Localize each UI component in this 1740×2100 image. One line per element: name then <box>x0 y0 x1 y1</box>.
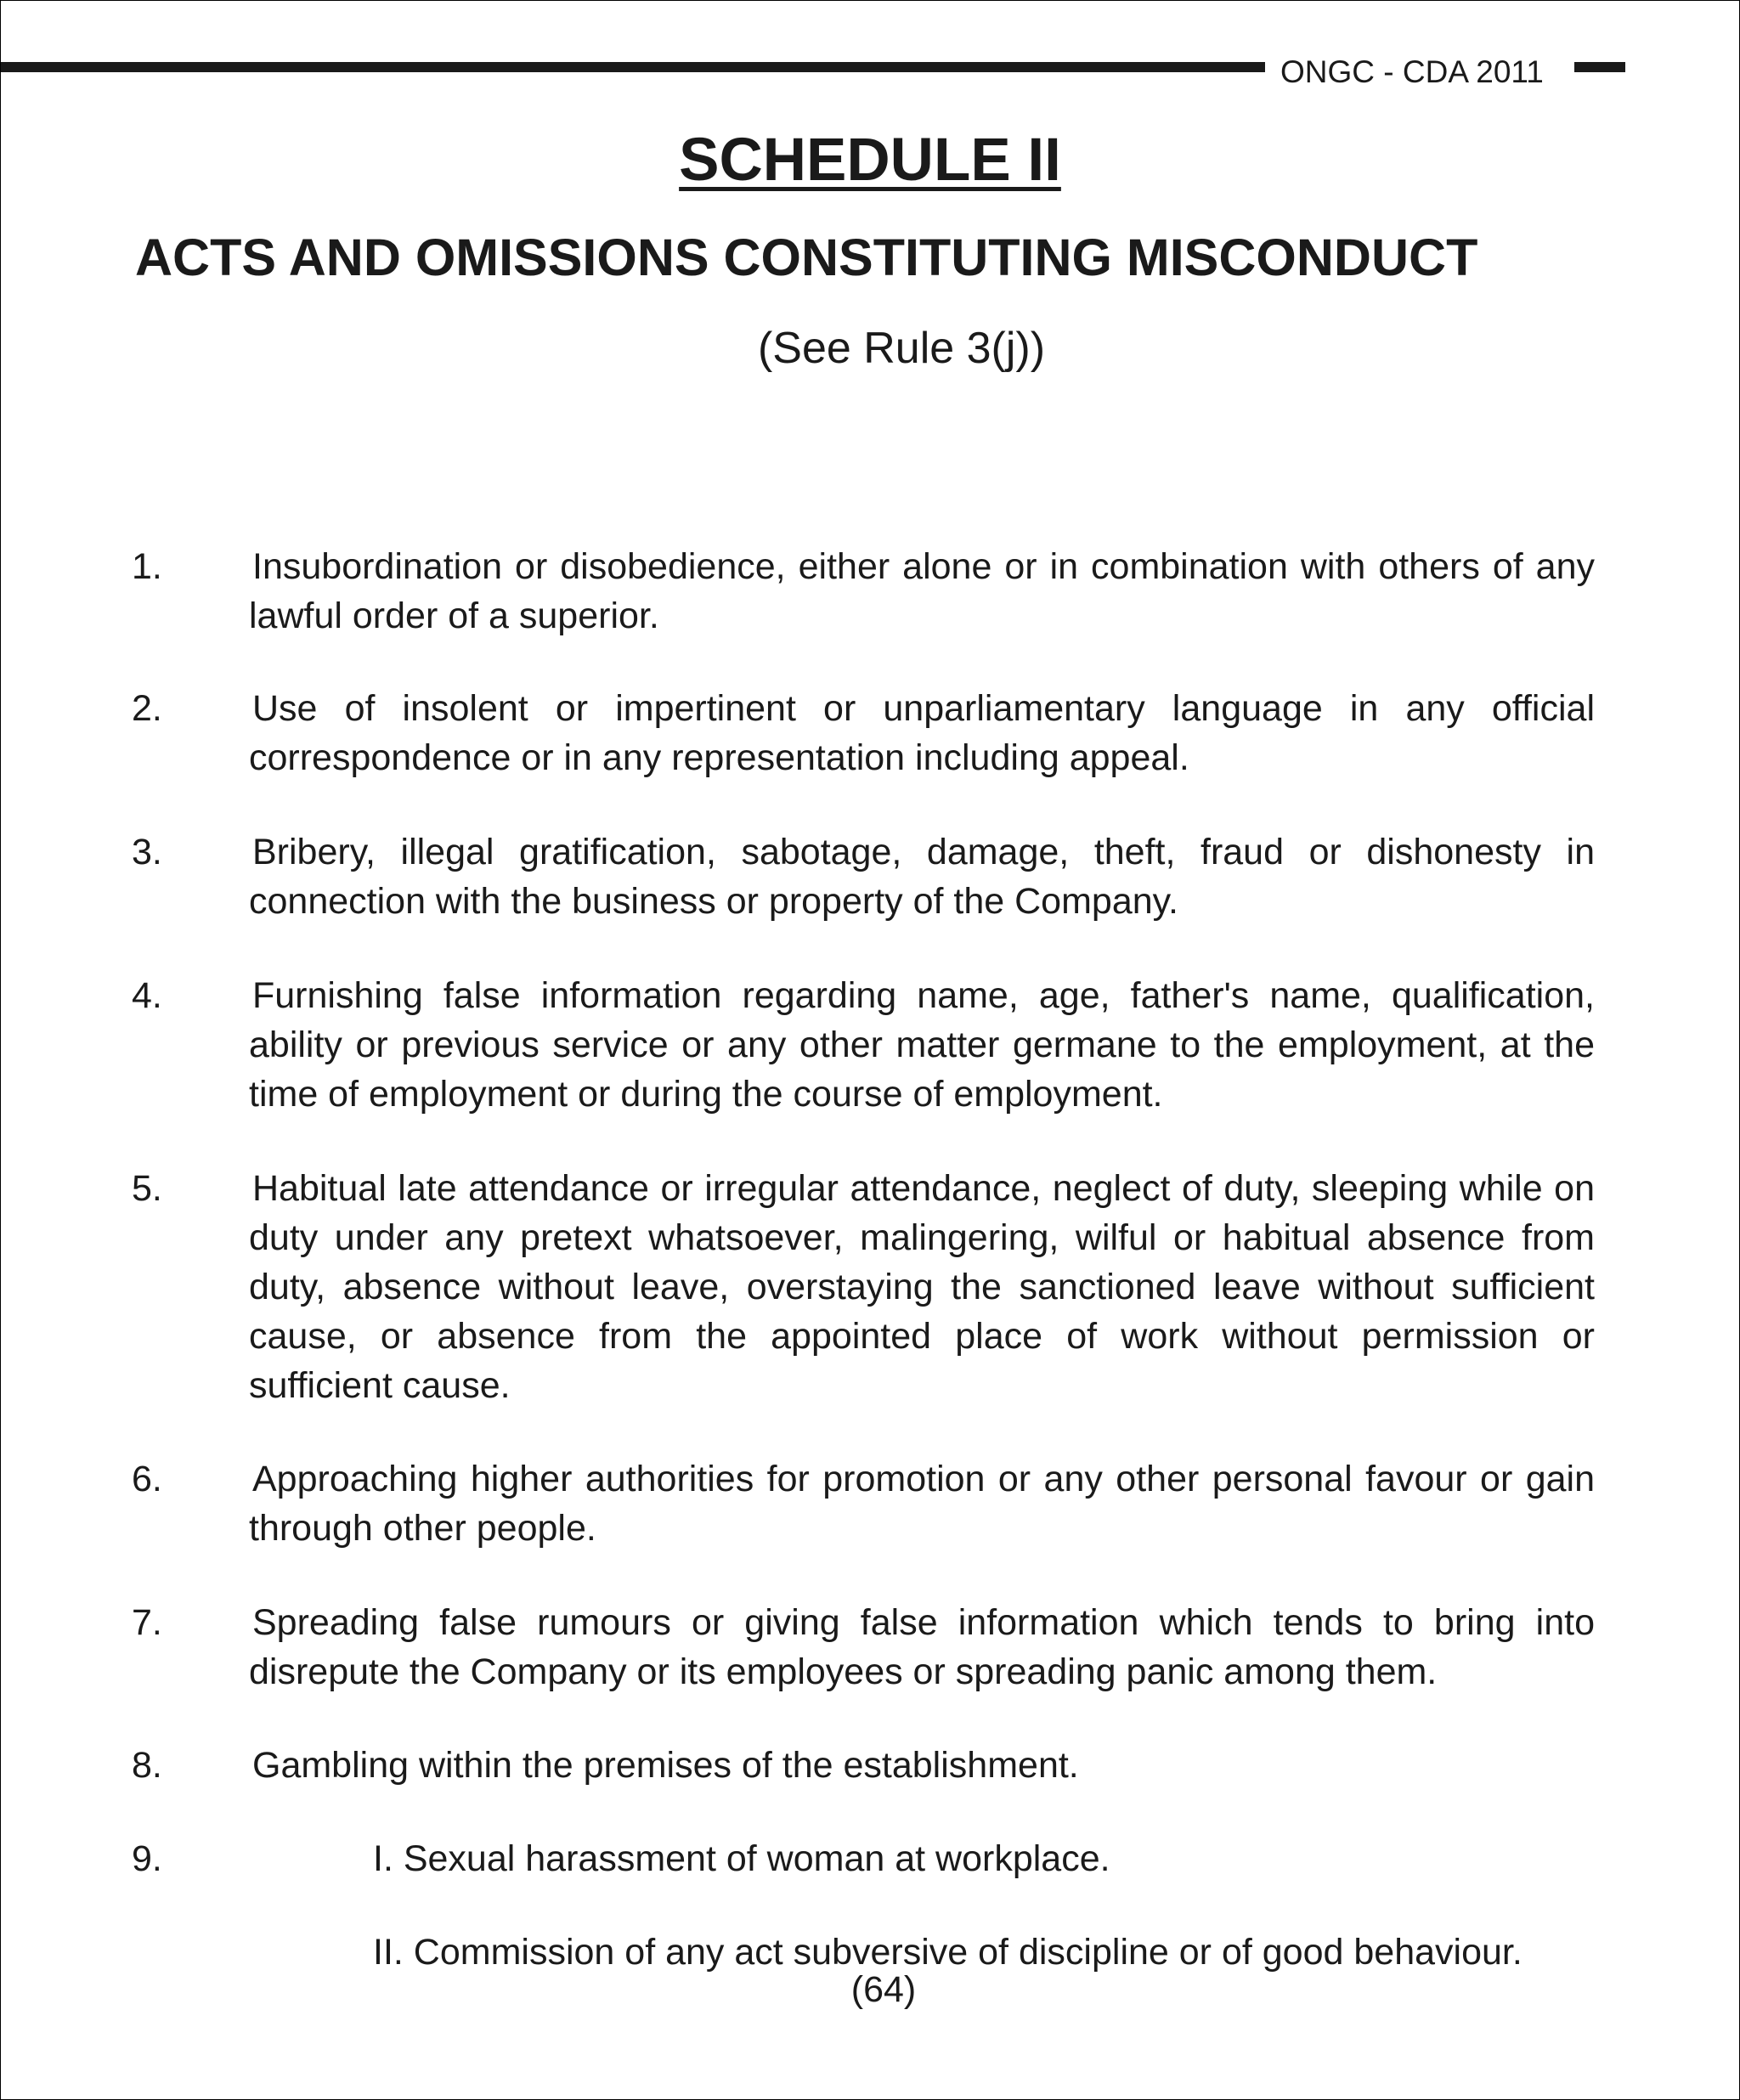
item-number: 9. <box>132 1838 162 1879</box>
item-number: 2. <box>132 688 162 729</box>
item-text: Furnishing false information regarding name, age, father's name, qualification, ability or previous service or any other matter germane to the employment, at the time of employment or during the course of employment. <box>249 975 1595 1115</box>
item-text: Gambling within the premises of the establishment. <box>252 1745 1079 1786</box>
item-text: Bribery, illegal gratification, sabotage, damage, theft, fraud or dishonesty in connection with the business or property of the Company. <box>249 832 1595 922</box>
rule-reference: (See Rule 3(j)) <box>757 324 1046 373</box>
item-text: Spreading false rumours or giving false information which tends to bring into disrepute the Company or its employees or spreading panic among them. <box>249 1602 1595 1692</box>
item-number: 4. <box>132 975 162 1016</box>
item-text: Insubordination or disobedience, either alone or in combination with others of any lawful order of a superior. <box>249 546 1595 636</box>
item-number: 5. <box>132 1168 162 1209</box>
sub-item: II. Commission of any act subversive of discipline or of good behaviour. <box>373 1932 1522 1973</box>
item-text: Habitual late attendance or irregular attendance, neglect of duty, sleeping while on duty under any pretext whatsoever, malingering, wilful or habitual absence from duty, absence without leave, overstaying the sanctioned leave without sufficient cause, or absence from the appointed place of work without permission or sufficient cause. <box>249 1168 1595 1406</box>
item-number: 8. <box>132 1745 162 1786</box>
item-number: 3. <box>132 832 162 872</box>
page-title-text: SCHEDULE II <box>679 127 1061 194</box>
header-tag: ONGC - CDA 2011 <box>1280 54 1544 89</box>
item-number: 6. <box>132 1459 162 1499</box>
item-text: Approaching higher authorities for promotion or any other personal favour or gain through other people. <box>249 1459 1595 1549</box>
page-subtitle: ACTS AND OMISSIONS CONSTITUTING MISCONDUCT <box>135 229 1478 286</box>
item-number: 1. <box>132 546 162 587</box>
sub-item: I. Sexual harassment of woman at workplace. <box>373 1838 1110 1879</box>
item-text: Use of insolent or impertinent or unparliamentary language in any official correspondence or in any representation including appeal. <box>249 688 1595 778</box>
item-number: 7. <box>132 1602 162 1643</box>
misconduct-list <box>1 1 1739 2099</box>
page-number: (64) <box>850 1969 917 2010</box>
